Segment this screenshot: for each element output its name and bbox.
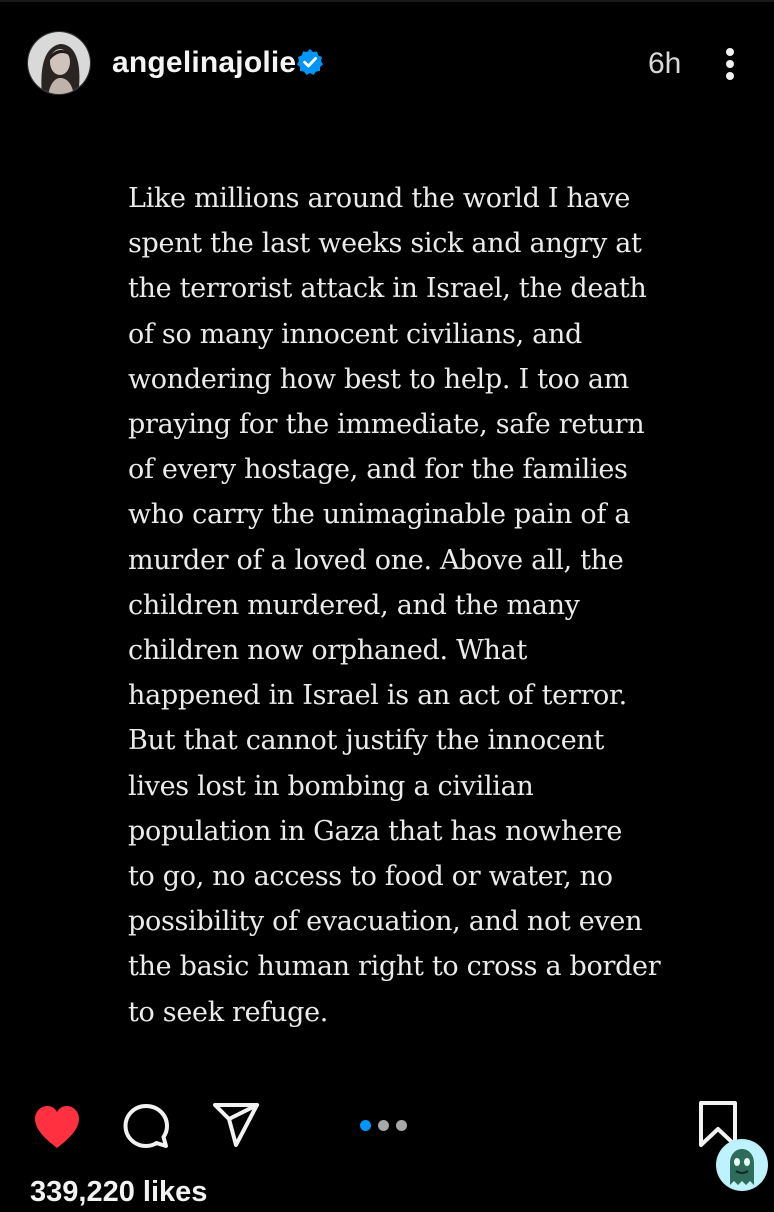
carousel-indicator	[360, 1120, 420, 1134]
paper-plane-icon[interactable]	[212, 1102, 260, 1148]
action-bar	[0, 1090, 774, 1170]
more-options-icon[interactable]	[718, 44, 742, 84]
post-text: Like millions around the world I have spent the last weeks sick and angry at the terrorist attack in Israel, the death of so many innocent civilians, and wondering how best to help. I too am praying for the immediate, safe return of every hostage, and for the families who carry the unimaginable pain of a murder of a loved one. Above all, the children murdered, and the many children now orphaned. What happened in Israel is an act of terror. But that cannot justify the innocent lives lost in bombing a civilian population in Gaza that has nowhere to go, no access to food or water, no possibility of evacuation, and not even the basic human right to cross a border to seek refuge.	[128, 183, 661, 1028]
avatar-photo	[28, 32, 91, 95]
post-timestamp: 6h	[648, 47, 682, 80]
carousel-dot	[360, 1120, 371, 1131]
carousel-dot	[378, 1120, 389, 1131]
verified-badge-icon	[296, 48, 324, 76]
floating-sticker-icon[interactable]	[716, 1139, 768, 1191]
post-header	[0, 0, 774, 130]
post-image[interactable]	[0, 140, 774, 1080]
carousel-dot	[396, 1120, 407, 1131]
heart-filled-icon[interactable]	[32, 1104, 82, 1150]
ghost-sticker-icon	[716, 1139, 768, 1191]
avatar[interactable]	[27, 31, 91, 95]
username[interactable]: angelinajolie	[112, 46, 297, 79]
likes-count[interactable]: 339,220 likes	[30, 1176, 208, 1208]
comment-bubble-icon[interactable]	[122, 1102, 170, 1150]
